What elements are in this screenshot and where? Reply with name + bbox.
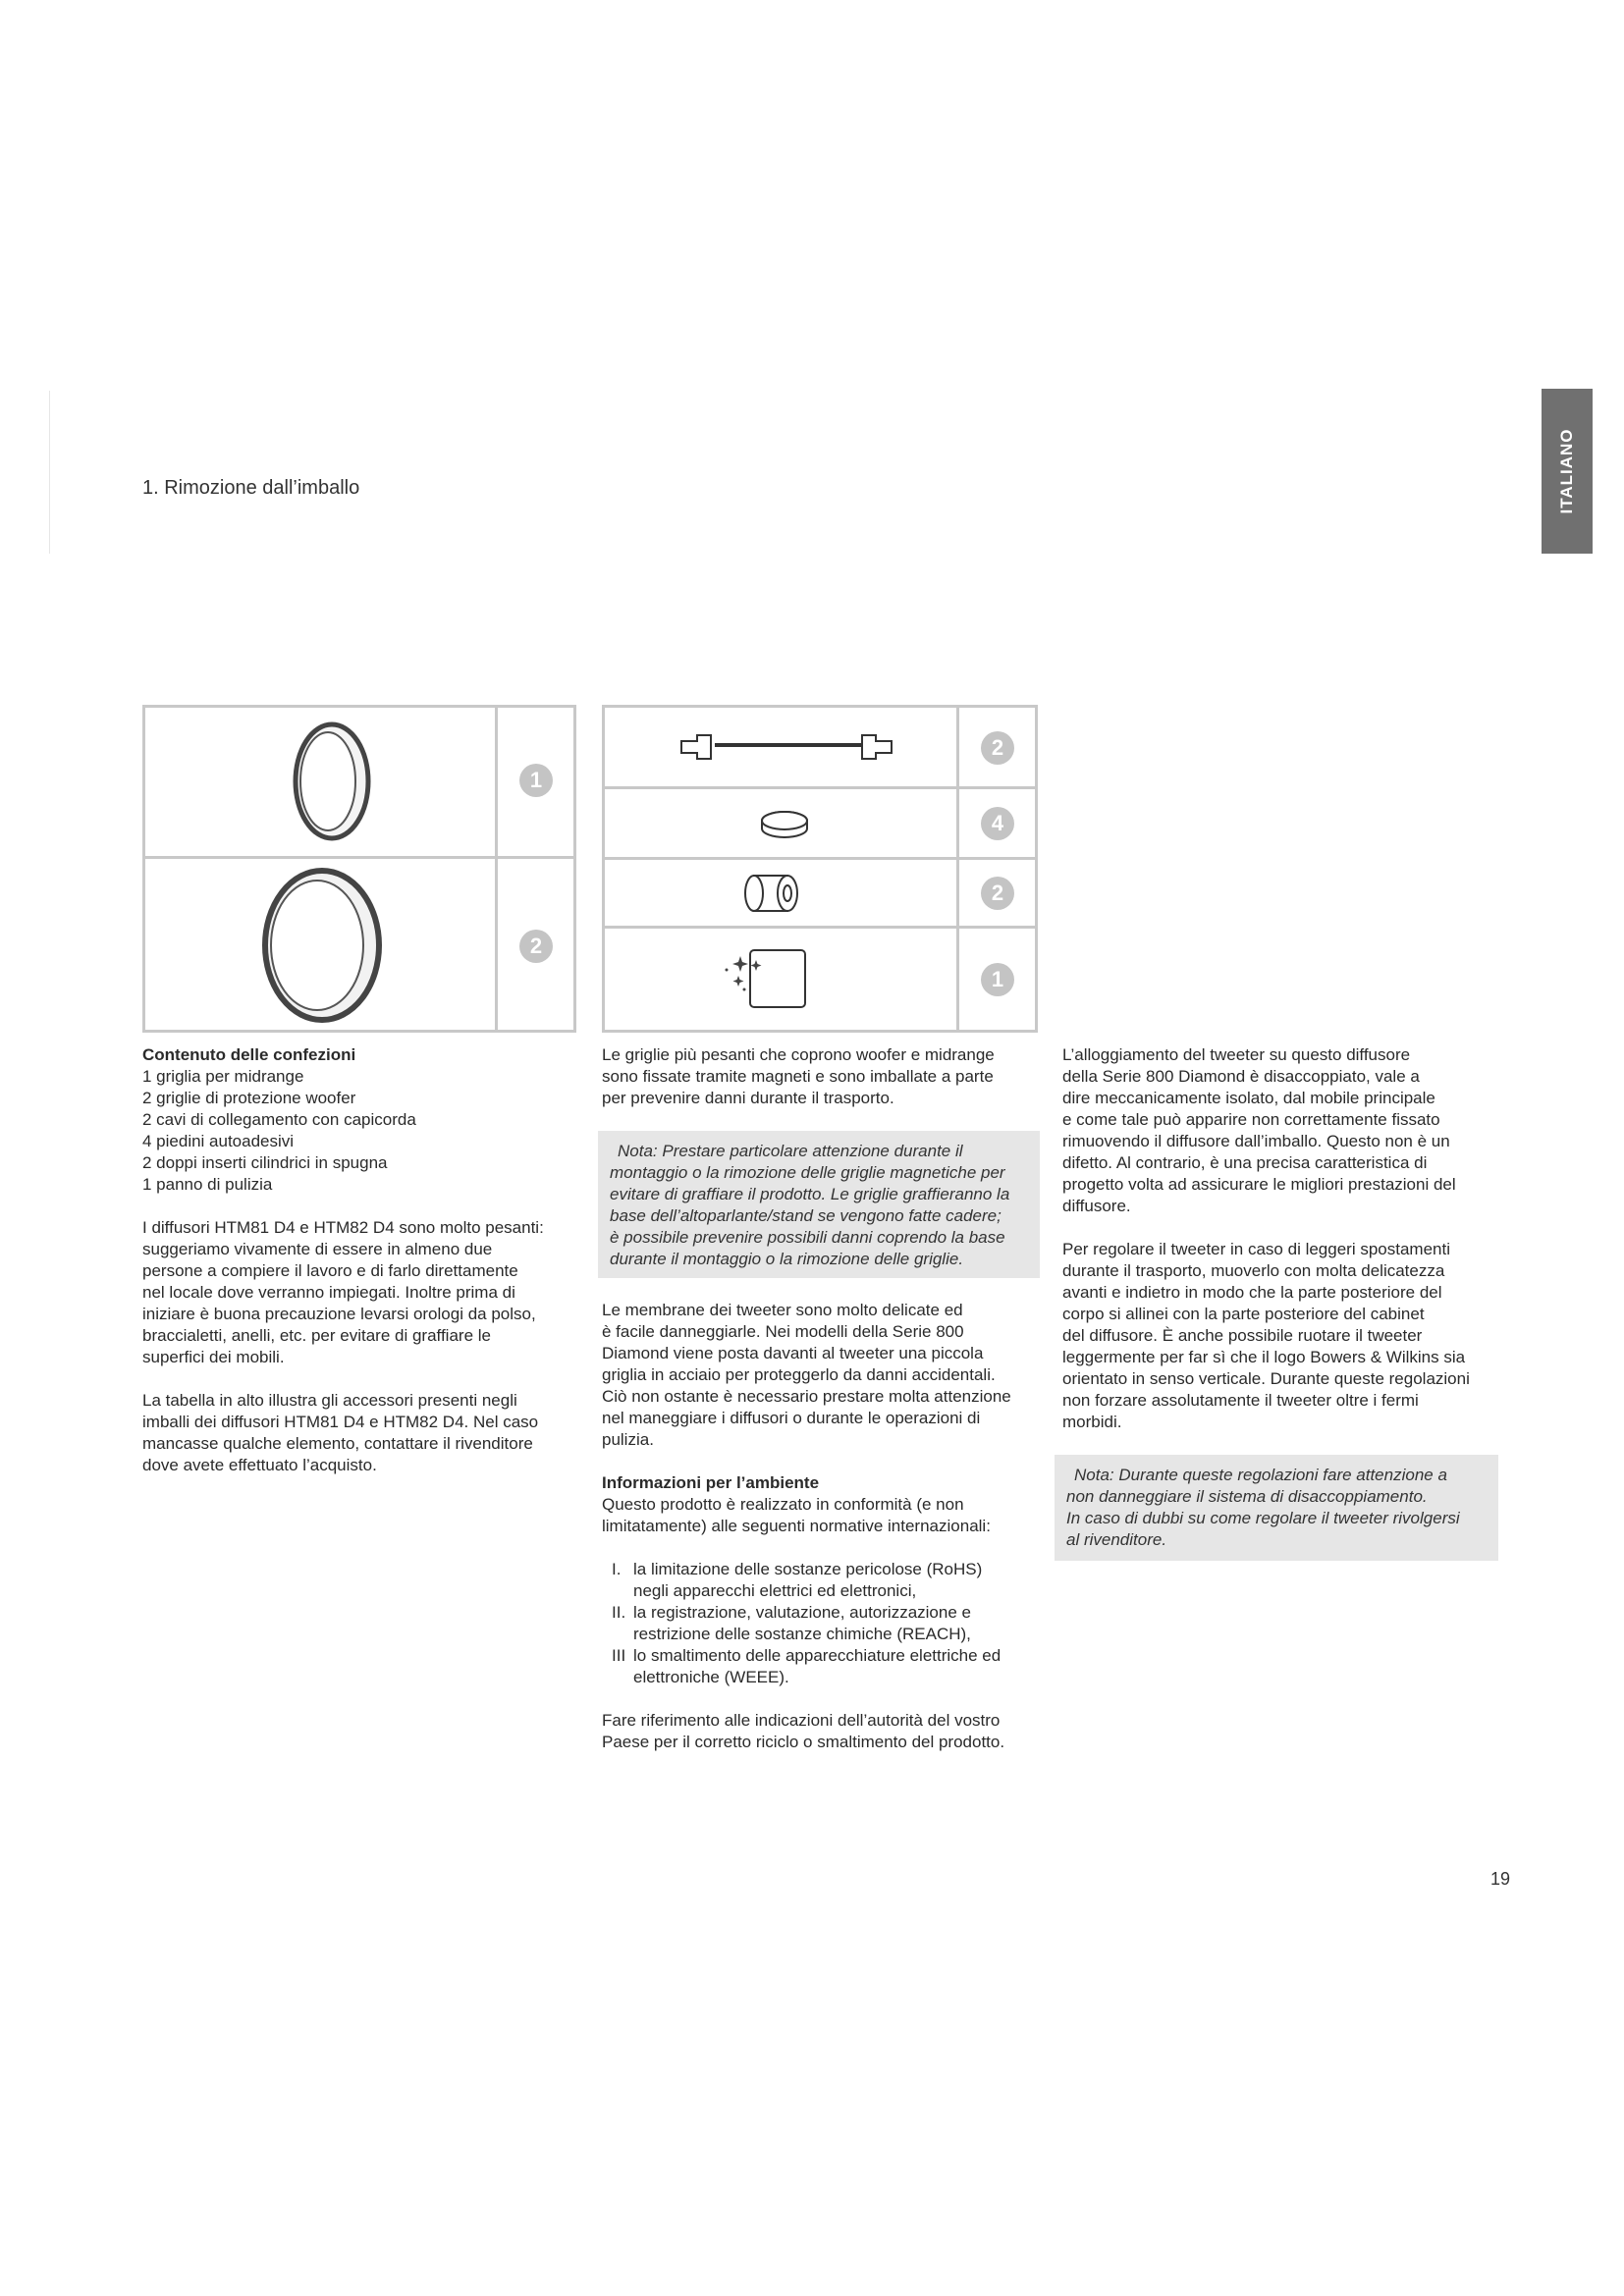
list-item: 2 griglie di protezione woofer — [142, 1089, 356, 1107]
text-line: Le membrane dei tweeter sono molto delicate ed — [602, 1301, 963, 1319]
text-line: Le griglie più pesanti che coprono woofer e midrange — [602, 1045, 995, 1064]
list-item — [602, 1559, 1044, 1602]
text-line: del diffusore. È anche possibile ruotare il tweeter — [1062, 1326, 1423, 1345]
text-line: al rivenditore. — [1066, 1530, 1167, 1549]
text-line: nel locale dove verranno impiegati. Inoltre prima di — [142, 1283, 515, 1302]
foam-bung-cell — [602, 857, 959, 929]
text-line: è facile danneggiarle. Nei modelli della Serie 800 — [602, 1322, 964, 1341]
foot-qty-cell — [956, 786, 1038, 860]
text-line: progetto volta ad assicurare le migliori prestazioni del — [1062, 1175, 1456, 1194]
contents-heading: Contenuto delle confezioni — [142, 1045, 356, 1064]
text-line: base dell’altoparlante/stand se vengono fatte cadere; — [610, 1206, 1001, 1225]
decoupled-tweeter-paragraph — [1062, 1044, 1504, 1217]
cloth-cell — [602, 926, 959, 1033]
language-tab — [1542, 389, 1593, 554]
text-line: negli apparecchi elettrici ed elettronici, — [633, 1581, 917, 1600]
list-item: 2 doppi inserti cilindrici in spugna — [142, 1153, 388, 1172]
cable-qty-cell — [956, 705, 1038, 789]
list-number: II. — [612, 1603, 626, 1622]
weight-paragraph — [142, 1217, 574, 1368]
list-item: 1 griglia per midrange — [142, 1067, 304, 1086]
environment-heading: Informazioni per l’ambiente — [602, 1473, 820, 1492]
cloth-qty-cell — [956, 926, 1038, 1033]
text-line: L’alloggiamento del tweeter su questo diffusore — [1062, 1045, 1411, 1064]
text-line: Paese per il corretto riciclo o smaltimento del prodotto. — [602, 1733, 1005, 1751]
spade-cable-icon — [605, 708, 956, 786]
accessories-figure-panel — [602, 705, 1038, 1033]
environment-section — [602, 1472, 1044, 1537]
list-item: 4 piedini autoadesivi — [142, 1132, 295, 1150]
text-line: della Serie 800 Diamond è disaccoppiato, vale a — [1062, 1067, 1420, 1086]
contents-list — [142, 1066, 574, 1196]
list-number: I. — [612, 1560, 622, 1578]
text-line: Diamond viene posta davanti al tweeter una piccola — [602, 1344, 984, 1362]
margin-line — [49, 391, 50, 554]
list-item — [602, 1602, 1044, 1645]
grille-figure-panel — [142, 705, 576, 1033]
text-line: per prevenire danni durante il trasporto. — [602, 1089, 894, 1107]
text-line: restrizione delle sostanze chimiche (REACH), — [633, 1625, 971, 1643]
quantity-badge: 2 — [981, 877, 1014, 910]
text-line: pulizia. — [602, 1430, 654, 1449]
text-line: è possibile prevenire possibili danni coprendo la base — [610, 1228, 1005, 1247]
woofer-grille-cell — [142, 856, 498, 1033]
cable-cell — [602, 705, 959, 789]
quantity-badge: 2 — [519, 930, 553, 963]
midrange-grille-cell — [142, 705, 498, 859]
text-line: morbidi. — [1062, 1413, 1122, 1431]
column-3 — [1062, 1044, 1504, 1561]
grille-note — [598, 1131, 1040, 1278]
quantity-badge: 1 — [981, 963, 1014, 996]
text-line: diffusore. — [1062, 1197, 1131, 1215]
text-line: durante il montaggio o la rimozione delle griglie. — [610, 1250, 964, 1268]
tweeter-note — [1055, 1455, 1498, 1561]
text-line: braccialetti, anelli, etc. per evitare di graffiare le — [142, 1326, 491, 1345]
quantity-badge: 4 — [981, 807, 1014, 840]
text-line: dove avete effettuato l’acquisto. — [142, 1456, 377, 1474]
text-line: superfici dei mobili. — [142, 1348, 285, 1366]
text-line: elettroniche (WEEE). — [633, 1668, 789, 1686]
foot-cell — [602, 786, 959, 860]
text-line: suggeriamo vivamente di essere in almeno due — [142, 1240, 493, 1258]
foam-bung-qty-cell — [956, 857, 1038, 929]
text-line: In caso di dubbi su come regolare il tweeter rivolgersi — [1066, 1509, 1460, 1527]
list-item: 2 cavi di collegamento con capicorda — [142, 1110, 416, 1129]
quantity-badge: 2 — [981, 731, 1014, 765]
text-line: limitatamente) alle seguenti normative internazionali: — [602, 1517, 991, 1535]
page-number: 19 — [1490, 1869, 1511, 1889]
grilles-paragraph — [602, 1044, 1044, 1109]
text-line: Nota: Durante queste regolazioni fare attenzione a — [1074, 1466, 1447, 1484]
recycling-paragraph — [602, 1710, 1044, 1753]
text-line: la limitazione delle sostanze pericolose (RoHS) — [633, 1560, 983, 1578]
text-line: iniziare è buona precauzione levarsi orologi da polso, — [142, 1305, 536, 1323]
tweeter-adjust-paragraph — [1062, 1239, 1504, 1433]
text-line: Questo prodotto è realizzato in conformità (e non — [602, 1495, 964, 1514]
adhesive-foot-icon — [605, 789, 956, 857]
section-title: 1. Rimozione dall’imballo — [142, 477, 360, 499]
text-line: difetto. Al contrario, è una precisa caratteristica di — [1062, 1153, 1428, 1172]
text-line: imballi dei diffusori HTM81 D4 e HTM82 D4. Nel caso — [142, 1413, 539, 1431]
text-line: leggermente per far sì che il logo Bowers & Wilkins sia — [1062, 1348, 1466, 1366]
text-line: durante il trasporto, muoverlo con molta delicatezza — [1062, 1261, 1445, 1280]
text-line: mancasse qualche elemento, contattare il rivenditore — [142, 1434, 533, 1453]
text-line: Fare riferimento alle indicazioni dell’autorità del vostro — [602, 1711, 1001, 1730]
language-tab-label: ITALIANO — [1557, 428, 1576, 514]
text-line: lo smaltimento delle apparecchiature elettriche ed — [633, 1646, 1001, 1665]
quantity-badge: 1 — [519, 764, 553, 797]
text-line: orientato in senso verticale. Durante queste regolazioni — [1062, 1369, 1470, 1388]
text-line: corpo si allinei con la parte posteriore del cabinet — [1062, 1305, 1425, 1323]
midrange-grille-icon — [145, 708, 495, 856]
text-line: avanti e indietro in modo che la parte posteriore del — [1062, 1283, 1442, 1302]
text-line: Ciò non ostante è necessario prestare molta attenzione — [602, 1387, 1011, 1406]
woofer-qty-cell — [495, 856, 576, 1033]
text-line: sono fissate tramite magneti e sono imballate a parte — [602, 1067, 994, 1086]
foam-bung-icon — [605, 860, 956, 926]
text-line: persone a compiere il lavoro e di farlo direttamente — [142, 1261, 518, 1280]
text-line: Nota: Prestare particolare attenzione durante il — [618, 1142, 963, 1160]
column-1 — [142, 1044, 574, 1476]
text-line: montaggio o la rimozione delle griglie magnetiche per — [610, 1163, 1005, 1182]
text-line: griglia in acciaio per proteggerlo da danni accidentali. — [602, 1365, 996, 1384]
text-line: rimuovendo il diffusore dall’imballo. Questo non è un — [1062, 1132, 1450, 1150]
text-line: Per regolare il tweeter in caso di leggeri spostamenti — [1062, 1240, 1450, 1258]
midrange-qty-cell — [495, 705, 576, 859]
text-line: e come tale può apparire non correttamente fissato — [1062, 1110, 1440, 1129]
text-line: dire meccanicamente isolato, dal mobile principale — [1062, 1089, 1435, 1107]
text-line: I diffusori HTM81 D4 e HTM82 D4 sono molto pesanti: — [142, 1218, 544, 1237]
text-line: non forzare assolutamente il tweeter oltre i fermi — [1062, 1391, 1419, 1410]
woofer-grille-icon — [145, 859, 495, 1030]
text-line: la registrazione, valutazione, autorizzazione e — [633, 1603, 971, 1622]
table-paragraph — [142, 1390, 574, 1476]
list-item — [602, 1645, 1044, 1688]
text-line: La tabella in alto illustra gli accessori presenti negli — [142, 1391, 517, 1410]
cleaning-cloth-icon — [605, 929, 956, 1030]
list-number: III — [612, 1646, 626, 1665]
text-line: nel maneggiare i diffusori o durante le operazioni di — [602, 1409, 981, 1427]
regulations-list — [602, 1559, 1044, 1688]
text-line: non danneggiare il sistema di disaccoppiamento. — [1066, 1487, 1428, 1506]
list-item: 1 panno di pulizia — [142, 1175, 273, 1194]
text-line: evitare di graffiare il prodotto. Le griglie graffieranno la — [610, 1185, 1010, 1203]
tweeter-paragraph — [602, 1300, 1044, 1451]
column-2 — [602, 1044, 1044, 1753]
